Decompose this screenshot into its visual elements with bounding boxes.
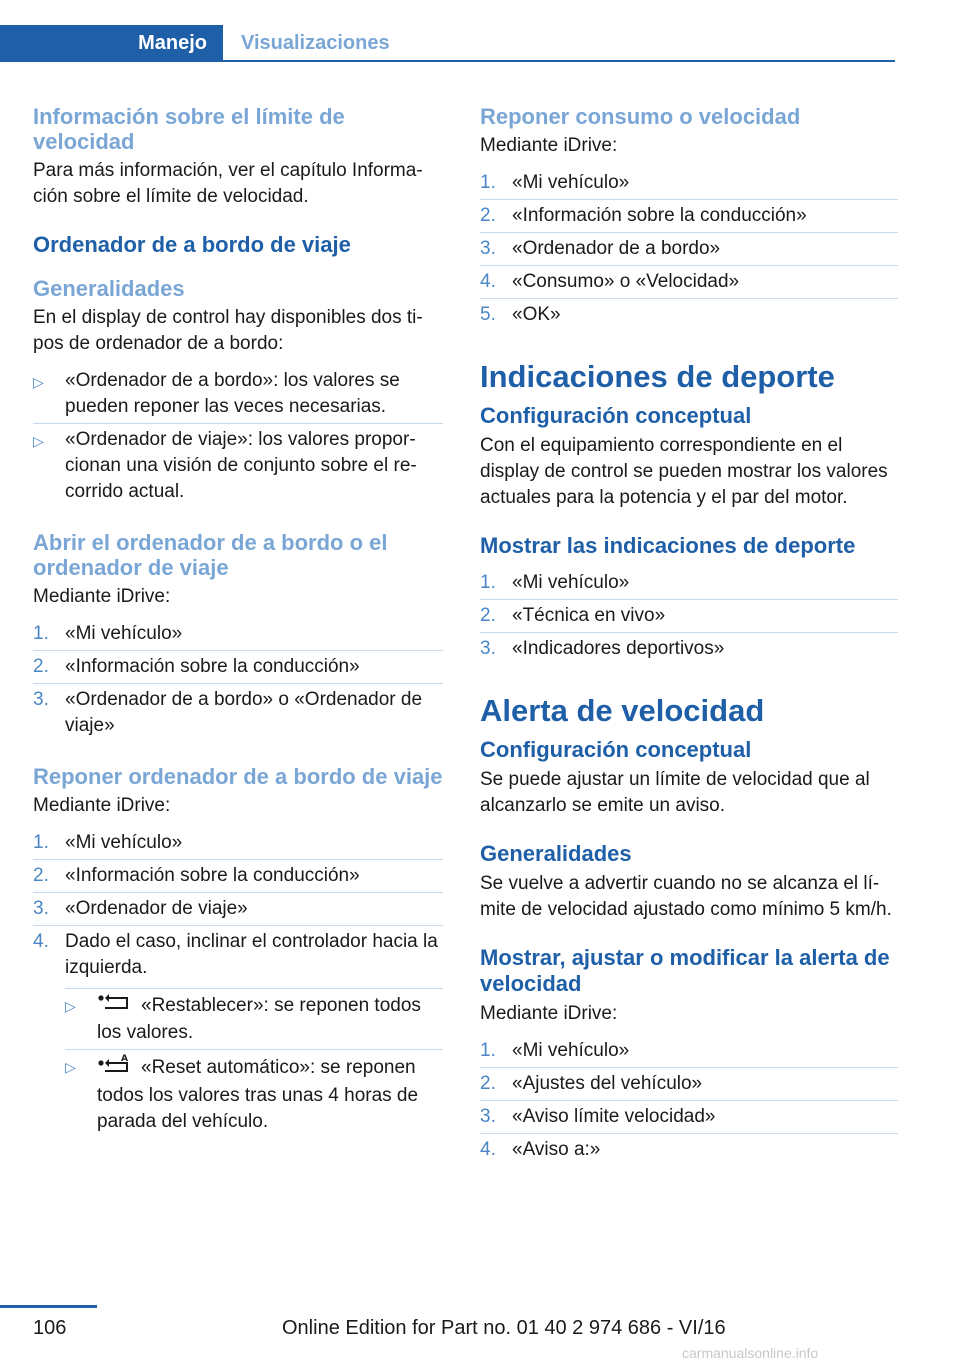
bullet-triangle-icon: ▷ [33,433,44,449]
item-text: «Ordenador de viaje» [65,898,248,919]
step-number: 3. [33,898,49,919]
tab-visualizaciones[interactable]: Visualizaciones [241,32,390,54]
item-text: «Mi vehículo» [512,1040,630,1061]
step-item [33,618,443,650]
paragraph: Con el equipamiento correspondiente en el display de control se pueden mostrar los valores actuales para la potencia y el par del motor. [480,435,888,508]
section-title: Información sobre el límite de velocidad [33,104,345,154]
bullet-item [65,988,443,1049]
step-list [33,618,443,742]
step-item [33,892,443,925]
step-item [33,925,443,984]
item-text: «Consumo» o «Velocidad» [512,271,740,292]
step-item [480,232,898,265]
item-text: «Mi vehículo» [512,172,630,193]
auto-reset-icon [97,1053,133,1083]
paragraph: Mediante iDrive: [480,1003,618,1024]
sub-bullet-list [65,988,443,1138]
svg-text:A: A [121,1054,128,1064]
item-text: «Ordenador de a bordo» [512,238,721,259]
step-list [33,827,443,984]
step-number: 3. [33,689,49,710]
paragraph: Para más información, ver el capítulo Información sobre el límite de velocidad. [33,160,423,207]
bullet-item [33,423,443,508]
item-text: «Restablecer»: se reponen todos los valores. [97,995,421,1043]
item-text: «OK» [512,304,561,325]
step-list [480,567,898,665]
section-title: Mostrar, ajustar o modificar la alerta de velocidad [480,945,890,996]
item-text: «Información sobre la conducción» [512,205,807,226]
section-title: Generalidades [480,841,632,866]
section-title: Configuración conceptual [480,403,752,428]
step-number: 1. [480,1040,496,1061]
bullet-item [65,1049,443,1138]
item-text: «Mi vehículo» [512,572,630,593]
chapter-title: Alerta de velocidad [480,693,765,728]
section-title: Abrir el ordenador de a bordo o el ordenador de viaje [33,530,388,580]
section-title: Reponer consumo o velocidad [480,104,801,129]
chapter-title: Indicaciones de deporte [480,359,835,394]
item-text: «Información sobre la conducción» [65,865,360,886]
left-column [33,104,443,1138]
step-number: 2. [33,865,49,886]
step-item [480,1067,898,1100]
step-item [33,827,443,859]
item-text: «Aviso límite velocidad» [512,1106,716,1127]
section-title: Configuración conceptual [480,737,752,762]
step-item [480,199,898,232]
item-text: «Ordenador de a bordo»: los valores se pueden reponer las veces necesarias. [65,370,400,417]
item-text: «Indicadores deportivos» [512,638,725,659]
step-number: 3. [480,1106,496,1127]
edition-text: Online Edition for Part no. 01 40 2 974 686 - VI/16 [282,1317,726,1339]
footer-rule [0,1305,97,1308]
item-text: «Técnica en vivo» [512,605,666,626]
paragraph: Se vuelve a advertir cuando no se alcanza el límite de velocidad ajustado como mínimo 5 km/h. [480,873,892,920]
step-number: 2. [480,1073,496,1094]
step-number: 2. [480,205,496,226]
item-text: «Reset automático»: se reponen todos los valores tras unas 4 horas de parada del vehículo. [97,1057,419,1132]
step-item [480,1035,898,1067]
step-item [480,567,898,599]
step-item [33,650,443,683]
bullet-triangle-icon: ▷ [65,1059,76,1075]
reset-icon [97,992,133,1020]
step-number: 2. [480,605,496,626]
step-item [480,265,898,298]
item-text [97,1053,443,1135]
bullet-triangle-icon: ▷ [65,998,76,1014]
step-item [480,298,898,331]
step-item [480,167,898,199]
right-column [480,104,898,1166]
step-number: 1. [480,172,496,193]
item-text [97,992,443,1046]
step-list [480,167,898,331]
step-number: 4. [33,931,49,952]
step-list [480,1035,898,1166]
section-title: Reponer ordenador de a bordo de viaje [33,764,443,789]
step-number: 3. [480,638,496,659]
item-text: «Mi vehículo» [65,623,183,644]
item-text: «Información sobre la conducción» [65,656,360,677]
item-text: «Mi vehículo» [65,832,183,853]
step-number: 1. [33,832,49,853]
item-text: «Ajustes del vehículo» [512,1073,703,1094]
bullet-item [33,365,443,423]
step-number: 3. [480,238,496,259]
bullet-list [33,365,443,508]
paragraph: Mediante iDrive: [33,795,171,816]
step-number: 1. [480,572,496,593]
step-item [480,599,898,632]
page-number: 106 [33,1317,67,1339]
watermark: carmanualsonline.info [682,1345,819,1361]
step-item [480,1100,898,1133]
section-title: Ordenador de a bordo de viaje [33,232,351,257]
item-text: «Aviso a:» [512,1139,601,1160]
item-text: «Ordenador de viaje»: los valores proporcionan una visión de conjunto sobre el recorrido actual. [65,429,417,502]
step-item [480,632,898,665]
step-item [33,683,443,742]
item-text: Dado el caso, inclinar el controlador hacia la izquierda. [65,931,438,978]
step-item [33,859,443,892]
step-number: 1. [33,623,49,644]
item-text: «Ordenador de a bordo» o «Ordenador de viaje» [65,689,423,736]
step-number: 2. [33,656,49,677]
step-number: 5. [480,304,496,325]
paragraph: En el display de control hay disponibles dos tipos de ordenador de a bordo: [33,307,423,354]
step-number: 4. [480,1139,496,1160]
section-title: Mostrar las indicaciones de deporte [480,533,856,558]
section-title: Generalidades [33,276,185,301]
step-number: 4. [480,271,496,292]
tab-manejo[interactable]: Manejo [0,25,223,62]
paragraph: Mediante iDrive: [33,586,171,607]
paragraph: Se puede ajustar un límite de velocidad que al alcanzarlo se emite un aviso. [480,769,870,816]
paragraph: Mediante iDrive: [480,135,618,156]
bullet-triangle-icon: ▷ [33,374,44,390]
step-item [480,1133,898,1166]
